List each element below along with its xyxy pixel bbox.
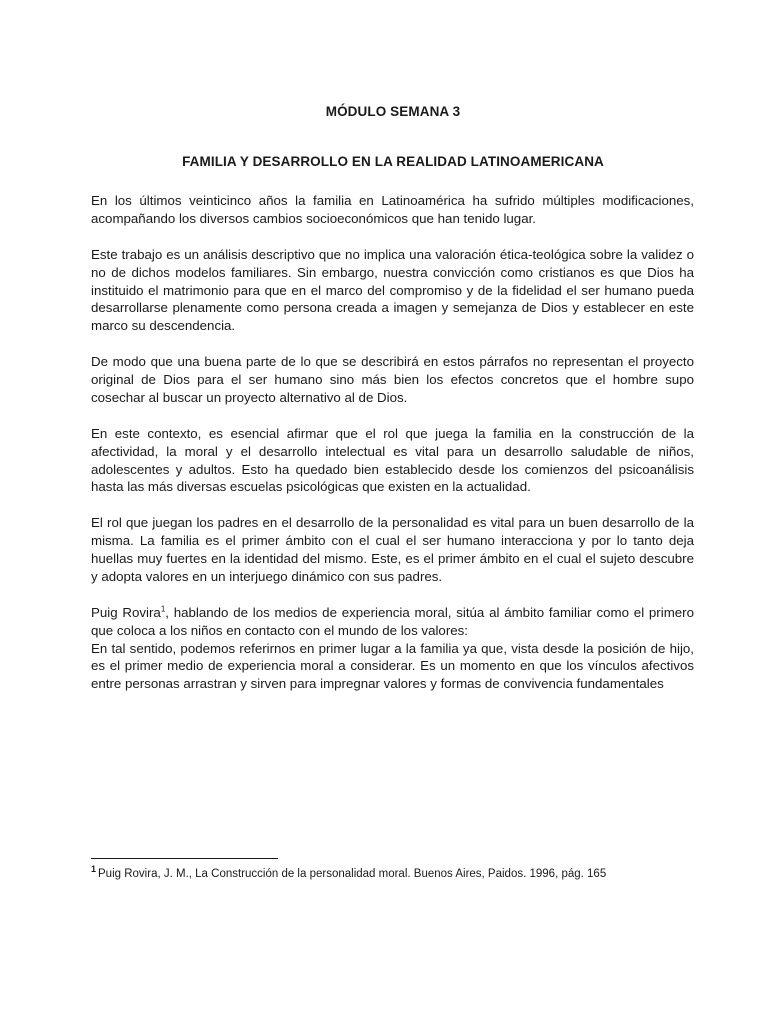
paragraph-4: En este contexto, es esencial afirmar que el rol que juega la familia en la construcción de la afectividad, la moral y el desarrollo intelectual es vital para un desarrollo saludable de niños, adolescentes y adultos. Esto ha quedado bien establecido desde los comienzos del psicoanálisis hasta las más diversas escuelas psicológicas que existen en la actualidad. (91, 425, 694, 495)
paragraph-2: Este trabajo es un análisis descriptivo que no implica una valoración ética-teológica sobre la validez o no de dichos modelos familiares. Sin embargo, nuestra convicción como cristianos es que Dios ha instituido el matrimonio para que en el marco del compromiso y de la fidelidad el ser humano pueda desarrollarse plenamente como persona creada a imagen y semejanza de Dios y establecer en este marco su descendencia. (91, 246, 694, 334)
paragraph-5: El rol que juegan los padres en el desarrollo de la personalidad es vital para un buen desarrollo de la misma. La familia es el primer ámbito con el cual el ser humano interacciona y por lo tanto deja huellas muy fuertes en la identidad del mismo. Este, es el primer ámbito en el cual el sujeto descubre y adopta valores en un interjuego dinámico con sus padres. (91, 515, 694, 584)
quote-paragraph: En tal sentido, podemos referirnos en primer lugar a la familia ya que, vista desde la posición de hijo, es el primer medio de experiencia moral a considerar. Es un momento en que los vínculos afectivos entre personas arrastran y sirven para impregnar valores y formas de convivencia fundamentales (91, 640, 694, 692)
document-body (91, 192, 694, 711)
footnote-text: Puig Rovira, J. M., La Construcción de la personalidad moral. Buenos Aires, Paidos. 1996, pág. 165 (98, 868, 607, 880)
module-title: MÓDULO SEMANA 3 (325, 104, 461, 119)
cited-author: Puig Rovira (91, 604, 161, 620)
document-title: FAMILIA Y DESARROLLO EN LA REALIDAD LATINOAMERICANA (182, 154, 604, 169)
footnote-separator (91, 858, 278, 859)
citation-text: , hablando de los medios de experiencia moral, sitúa al ámbito familiar como el primero que coloca a los niños en contacto con el mundo de los valores: (91, 604, 694, 638)
footnote (91, 866, 694, 882)
citation-paragraph (91, 604, 694, 640)
paragraph-1: En los últimos veinticinco años la familia en Latinoamérica ha sufrido múltiples modificaciones, acompañando los diversos cambios socioeconómicos que han tenido lugar. (91, 193, 694, 226)
footnote-marker: 1 (91, 864, 97, 875)
footnote-reference[interactable]: 1 (160, 604, 166, 614)
paragraph-3: De modo que una buena parte de lo que se describirá en estos párrafos no representan el proyecto original de Dios para el ser humano sino más bien los efectos concretos que el hombre supo cosechar al buscar un proyecto alternativo al de Dios. (91, 354, 694, 405)
